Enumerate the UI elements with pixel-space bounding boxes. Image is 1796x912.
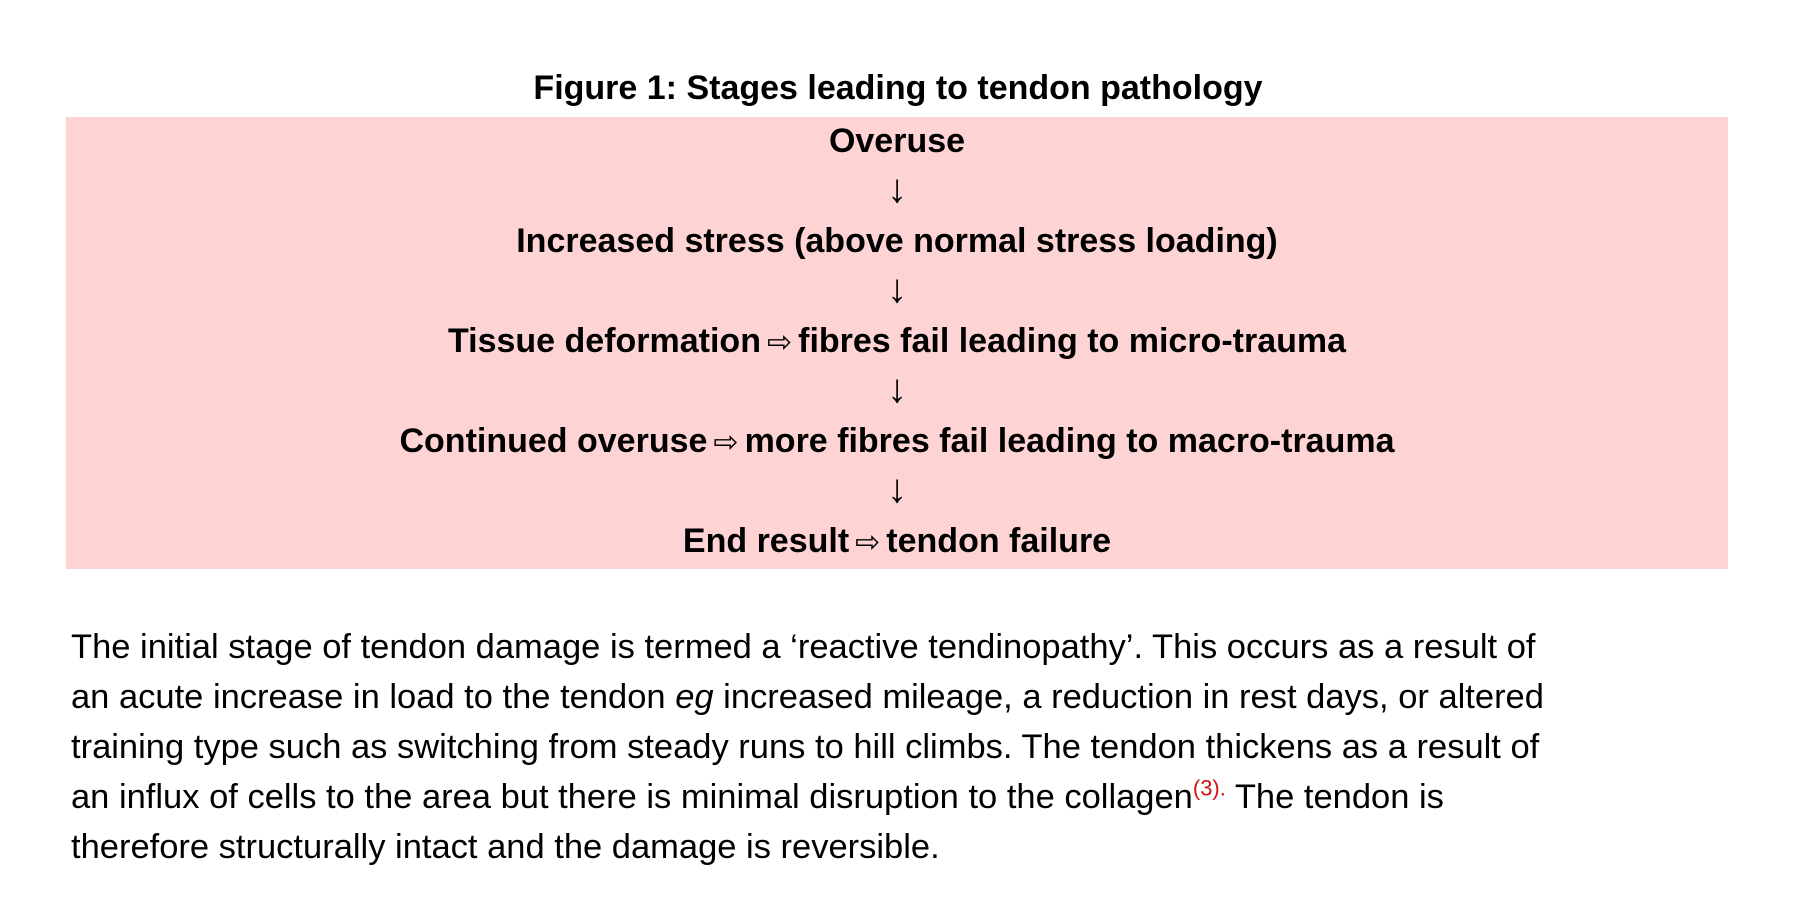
text-run: increased mileage, a reduction in rest days, or altered (713, 678, 1544, 716)
text-run: The tendon is (1225, 778, 1444, 816)
text-run: an acute increase in load to the tendon (71, 678, 676, 716)
stage-outcome: more fibres fail leading to macro-trauma (744, 422, 1395, 460)
paragraph-line (71, 672, 1731, 722)
right-arrow-icon: ⇨ (713, 425, 739, 460)
italic-abbreviation: eg (675, 678, 714, 716)
stage-continued-overuse (66, 421, 1728, 463)
down-arrow-icon: ↓ (887, 467, 907, 511)
down-arrow-icon: ↓ (887, 367, 907, 411)
flowchart-box (66, 117, 1728, 569)
stage-tissue-deformation (66, 321, 1728, 363)
body-paragraph (71, 622, 1731, 872)
stage-outcome: fibres fail leading to micro-trauma (798, 322, 1347, 360)
down-arrow-icon: ↓ (887, 267, 907, 311)
text-run: an influx of cells to the area but there is minimal disruption to the collagen (71, 778, 1193, 816)
stage-end-result (66, 521, 1728, 563)
stage-label: Tissue deformation (447, 322, 761, 360)
citation-reference[interactable]: (3). (1192, 775, 1226, 801)
stage-outcome: tendon failure (886, 522, 1112, 560)
stage-overuse: Overuse (828, 122, 966, 160)
stage-label: Continued overuse (399, 422, 708, 460)
right-arrow-icon: ⇨ (855, 525, 881, 560)
stage-increased-stress: Increased stress (above normal stress loading) (516, 222, 1278, 260)
down-arrow-icon: ↓ (887, 167, 907, 211)
paragraph-line: The initial stage of tendon damage is termed a ‘reactive tendinopathy’. This occurs as a result of (71, 628, 1536, 666)
paragraph-line: training type such as switching from steady runs to hill climbs. The tendon thickens as a result of (71, 728, 1540, 766)
right-arrow-icon: ⇨ (766, 325, 793, 360)
paragraph-line (71, 772, 1731, 822)
figure-title: Figure 1: Stages leading to tendon pathology (533, 69, 1263, 107)
stage-label: End result (682, 522, 850, 560)
paragraph-line: therefore structurally intact and the damage is reversible. (71, 828, 940, 866)
